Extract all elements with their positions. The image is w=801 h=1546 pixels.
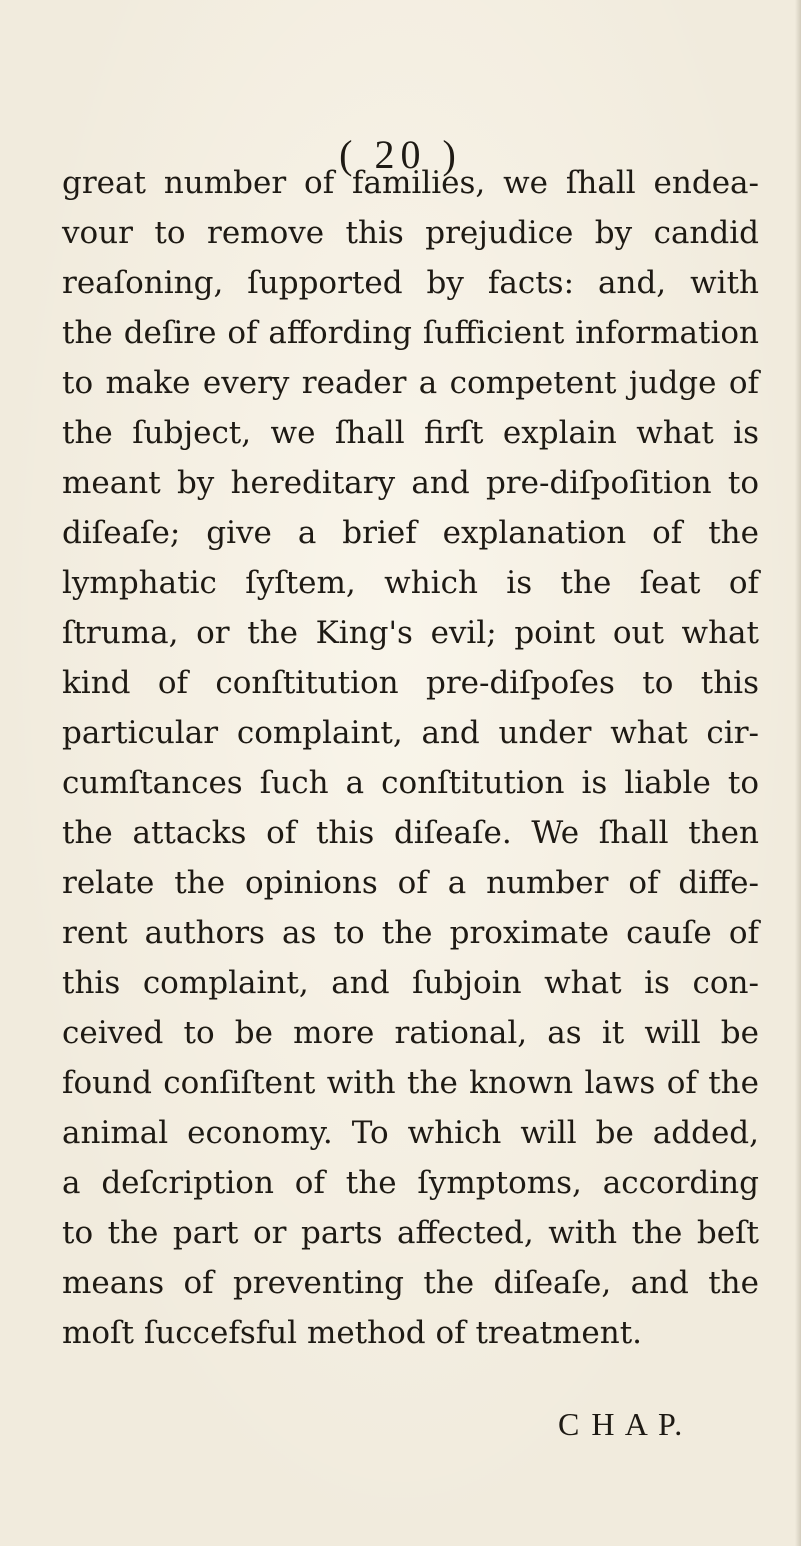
body-text (62, 158, 759, 1358)
text-line: diſeaſe; give a brief explanation of the (62, 515, 759, 551)
text-line: kind of conſtitution pre-diſpoſes to this (62, 665, 759, 701)
text-line: ſtruma, or the King's evil; point out what (62, 615, 759, 651)
text-line: ceived to be more rational, as it will be (62, 1015, 759, 1051)
text-line: vour to remove this prejudice by candid (62, 215, 759, 251)
text-line: relate the opinions of a number of diffe- (62, 865, 759, 901)
text-line: to make every reader a competent judge of (62, 365, 759, 401)
text-line: the deſire of affording ſufficient information (62, 315, 759, 351)
text-line: great number of families, we ſhall endea- (62, 165, 759, 201)
page-edge-shadow (795, 0, 801, 1546)
text-line: lymphatic ſyſtem, which is the ſeat of (62, 565, 759, 601)
text-line: reaſoning, ſupported by facts: and, with (62, 265, 759, 301)
text-line: rent authors as to the proximate cauſe of (62, 915, 759, 951)
text-line: cumſtances ſuch a conſtitution is liable to (62, 765, 759, 801)
catchword: C H A P. (558, 1406, 685, 1442)
text-line: means of preventing the diſeaſe, and the (62, 1265, 759, 1301)
text-line: a deſcription of the ſymptoms, according (62, 1165, 759, 1201)
text-line: particular complaint, and under what cir- (62, 715, 759, 751)
text-line: the ſubject, we ſhall firſt explain what is (62, 415, 759, 451)
page-number: ( 20 ) (339, 132, 462, 177)
text-line: this complaint, and ſubjoin what is con- (62, 965, 759, 1001)
text-line: the attacks of this diſeaſe. We ſhall then (62, 815, 759, 851)
text-line: moſt ſuccefsful method of treatment. (62, 1315, 643, 1351)
text-line: found conſiſtent with the known laws of the (62, 1065, 759, 1101)
text-line: animal economy. To which will be added, (62, 1115, 759, 1151)
text-line: to the part or parts affected, with the beſt (62, 1215, 759, 1251)
text-line: meant by hereditary and pre-diſpoſition to (62, 465, 759, 501)
